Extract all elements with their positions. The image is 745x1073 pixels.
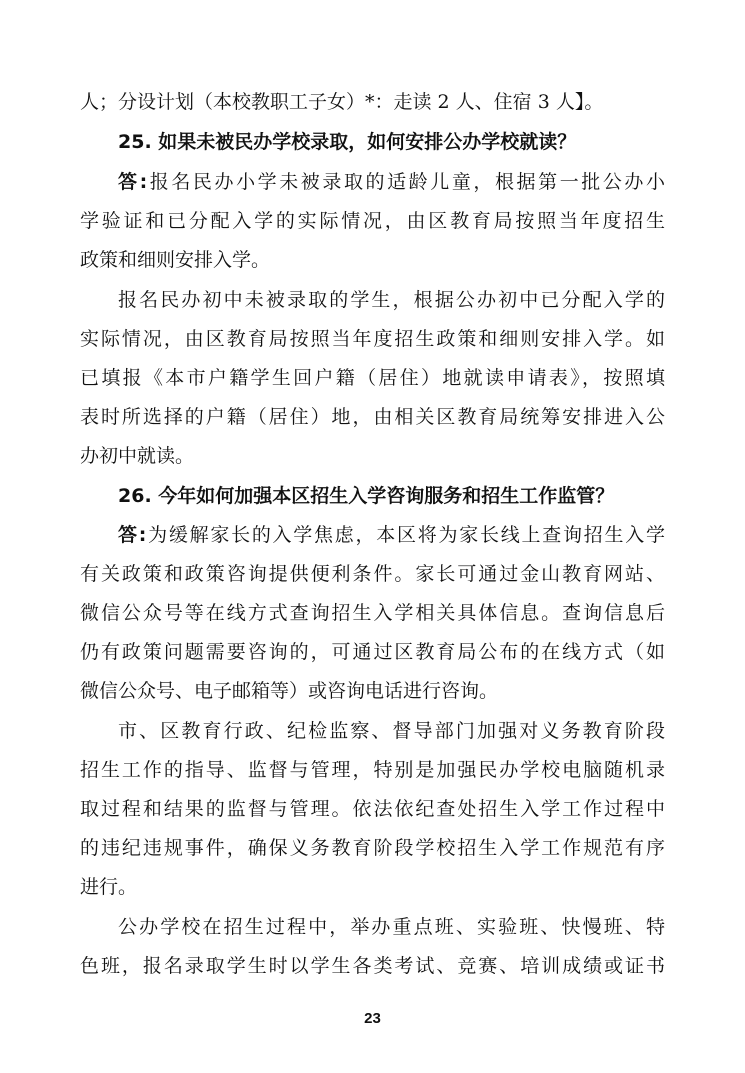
answer-label: 答: [118, 524, 147, 546]
text-line: 表时所选择的户籍（居住）地，由相关区教育局统筹安排进入公 [80, 406, 665, 428]
text-line: 人；分设计划（本校教职工子女）*：走读 2 人、住宿 3 人】。 [80, 91, 604, 113]
answer-26-line [118, 519, 665, 551]
text-line: 取过程和结果的监督与管理。依法依纪查处招生入学工作过程中 [80, 798, 665, 820]
text-line: 色班，报名录取学生时以学生各类考试、竞赛、培训成绩或证书 [80, 955, 665, 977]
text-line: 招生工作的指导、监督与管理，特别是加强民办学校电脑随机录 [80, 759, 665, 781]
text-line: 仍有政策问题需要咨询的，可通过区教育局公布的在线方式（如 [80, 641, 665, 663]
text-line: 公办学校在招生过程中，举办重点班、实验班、快慢班、特 [118, 916, 665, 938]
text-line: 实际情况，由区教育局按照当年度招生政策和细则安排入学。如 [80, 328, 665, 350]
answer-text: 报名民办小学未被录取的适龄儿童，根据第一批公办小 [147, 171, 665, 193]
text-line: 办初中就读。 [80, 445, 195, 467]
answer-label: 答: [118, 171, 148, 193]
text-line: 的违纪违规事件，确保义务教育阶段学校招生入学工作规范有序 [80, 837, 665, 859]
text-line: 政策和细则安排入学。 [80, 249, 271, 271]
text-line: 微信公众号、电子邮箱等）或咨询电话进行咨询。 [80, 680, 499, 702]
text-line: 有关政策和政策咨询提供便利条件。家长可通过金山教育网站、 [80, 563, 665, 585]
page-number: 23 [364, 1010, 381, 1027]
text-line: 已填报《本市户籍学生回户籍（居住）地就读申请表》，按照填 [80, 367, 665, 389]
text-line: 报名民办初中未被录取的学生，根据公办初中已分配入学的 [118, 289, 665, 311]
text-line: 进行。 [80, 876, 138, 898]
text-line: 学验证和已分配入学的实际情况，由区教育局按照当年度招生 [80, 210, 665, 232]
answer-25-line [118, 166, 665, 198]
question-25-heading: 25. 如果未被民办学校录取，如何安排公办学校就读？ [118, 131, 577, 153]
answer-text: 为缓解家长的入学焦虑，本区将为家长线上查询招生入学 [146, 524, 665, 546]
text-line: 微信公众号等在线方式查询招生入学相关具体信息。查询信息后 [80, 602, 665, 624]
question-26-heading: 26. 今年如何加强本区招生入学咨询服务和招生工作监管？ [118, 485, 615, 507]
text-line: 市、区教育行政、纪检监察、督导部门加强对义务教育阶段 [118, 720, 665, 742]
